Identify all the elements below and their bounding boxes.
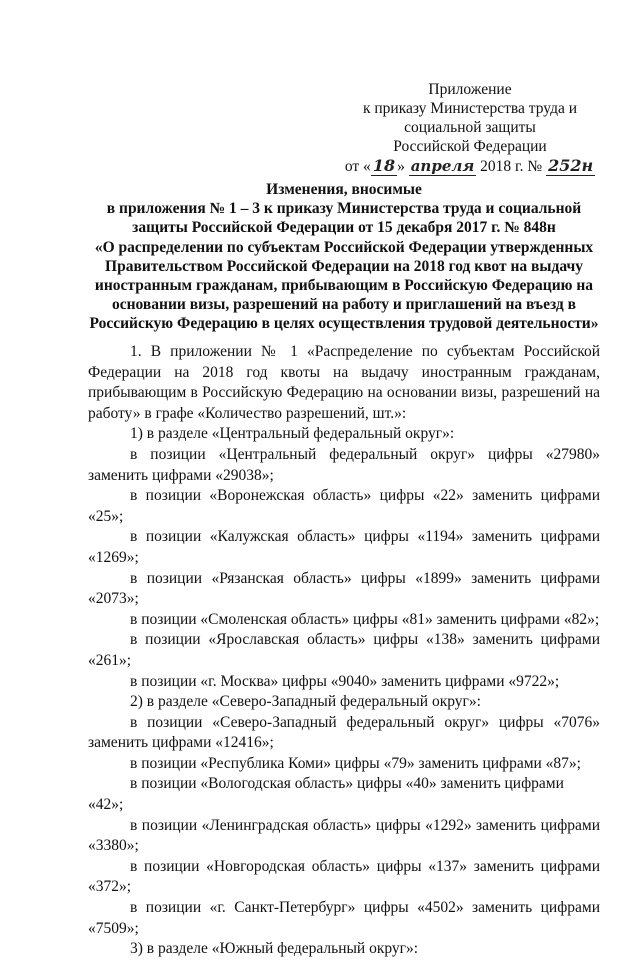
appendix-line-ministry: социальной защиты [404, 119, 536, 136]
heading-line: Российскую Федерацию в целях осуществления трудовой деятельности» [89, 315, 599, 333]
list-item: в позиции «Ярославская область» цифры «138» заменить цифрами «261»; [88, 631, 600, 669]
list-item: в позиции «Смоленская область» цифры «81» заменить цифрами «82»; [130, 610, 600, 628]
heading-line: иностранным гражданам, прибывающим в Российскую Федерацию на [94, 277, 594, 295]
document-heading [88, 180, 600, 334]
heading-line: «О распределении по субъектам Российской Федерации утвержденных [94, 238, 594, 256]
appendix-line-order: к приказу Министерства труда и [362, 100, 578, 117]
heading-line: Изменения, вносимые [266, 181, 422, 198]
date-mid: » [397, 158, 405, 175]
document-body [88, 342, 600, 960]
list-item: в позиции «Новгородская область» цифры «137» заменить цифрами «372»; [88, 857, 600, 896]
appendix-line-federation: Российской Федерации [393, 138, 547, 155]
list-item: в позиции «г. Москва» цифры «9040» заменить цифрами «9722»; [130, 672, 560, 690]
list-item: в позиции «Ленинградская область» цифры «1292» заменить цифрами «3380»; [88, 816, 600, 855]
heading-line: Правительством Российской Федерации на 2018 год квот на выдачу [105, 257, 583, 275]
appendix-block [340, 80, 600, 176]
list-item: в позиции «г. Санкт-Петербург» цифры «4502» заменить цифрами «7509»; [88, 899, 600, 937]
section-heading-south: 3) в разделе «Южный федеральный округ»: [130, 940, 419, 958]
handwritten-day: 18 [372, 156, 396, 175]
list-item: в позиции «Калужская область» цифры «1194» заменить цифрами «1269»; [88, 528, 600, 566]
paragraph-intro: 1. В приложении № 1 «Распределение по субъектам Российской Федерации на 2018 год квоты на выдачу иностранным гражданам, прибывающим в Российскую Федерацию на основании визы, разрешений на работу» в графе «Количество разрешений, шт.»: [88, 343, 600, 422]
heading-line: защиты Российской Федерации от 15 декабря 2017 г. № 848н [132, 219, 556, 237]
handwritten-number: 252н [548, 156, 594, 175]
heading-line: в приложения № 1 – 3 к приказу Министерства труда и социальной [106, 200, 582, 218]
appendix-title: Приложение [428, 81, 512, 98]
list-item: в позиции «Рязанская область» цифры «1899» заменить цифрами «2073»; [88, 569, 600, 608]
list-item: в позиции «Центральный федеральный округ» цифры «27980» заменить цифрами «29038»; [88, 445, 600, 484]
list-item: в позиции «Воронежская область» цифры «22» заменить цифрами «25»; [88, 487, 600, 525]
list-item: в позиции «Вологодская область» цифры «40» заменить цифрами «42»; [88, 775, 564, 814]
handwritten-month: апреля [410, 157, 475, 175]
section-heading-northwest: 2) в разделе «Северо-Западный федеральный округ»: [130, 693, 481, 711]
date-year: 2018 г. № [480, 158, 543, 175]
date-prefix: от « [344, 158, 371, 175]
section-heading-central: 1) в разделе «Центральный федеральный округ»: [130, 425, 455, 443]
heading-line: основании визы, разрешений на работу и приглашений на въезд в [112, 296, 576, 314]
appendix-date-line [340, 156, 600, 176]
list-item: в позиции «Северо-Западный федеральный округ» цифры «7076» заменить цифрами «12416»; [88, 713, 600, 752]
list-item: в позиции «Республика Коми» цифры «79» заменить цифрами «87»; [130, 754, 581, 772]
